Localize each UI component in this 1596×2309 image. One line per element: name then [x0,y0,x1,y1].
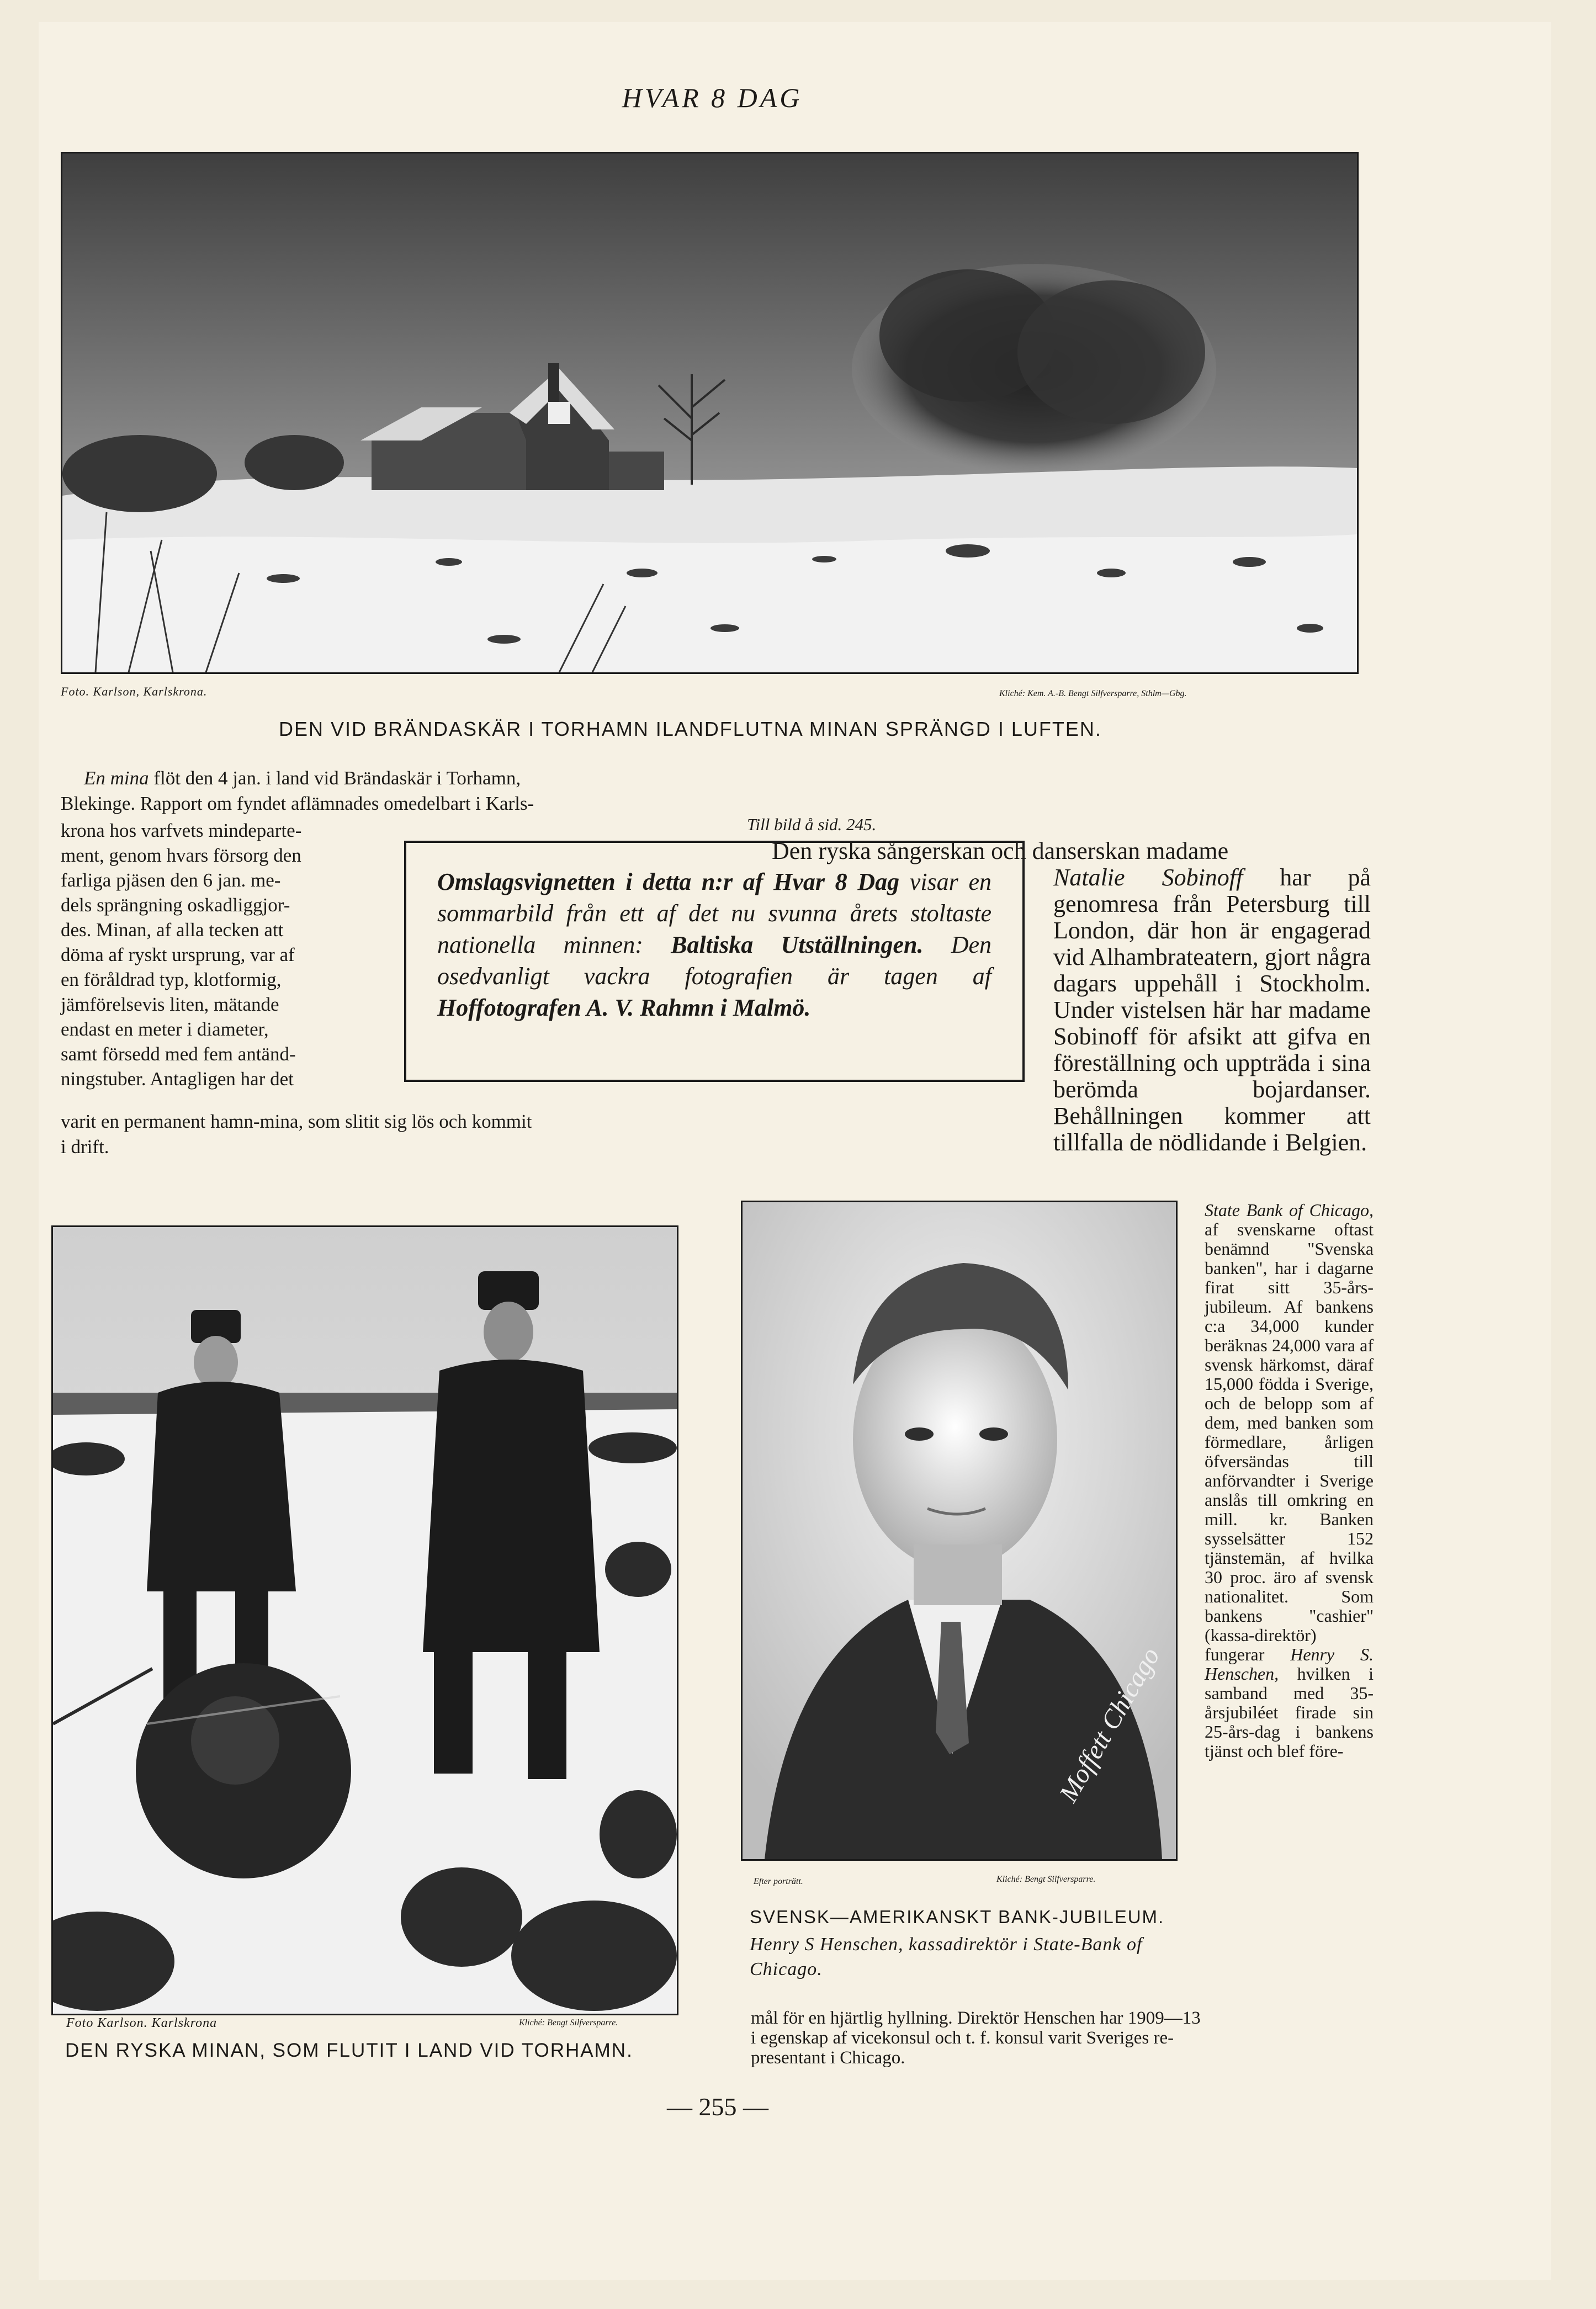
photo-russian-mine-men [51,1225,678,2015]
top-photo-credit-left: Foto. Karlson, Karlskrona. [61,684,208,698]
sobinoff-body-wrap [772,864,1371,1156]
mine-article-last-line-2: i drift. [61,1136,109,1158]
explosion-scene-illustration [62,153,1357,672]
mine-line: ningstuber. Antagligen har det [61,1068,294,1090]
photographer-signature: Moffett Chicago [1053,1642,1166,1807]
mine-line: ment, genom hvars försorg den [61,845,301,866]
top-photo-credit-right: Kliché: Kem. A.-B. Bengt Silfversparre, Sthlm—Gbg. [999,689,1187,698]
portrait-henschen [741,1201,1178,1861]
portrait-credit-left: Efter porträtt. [754,1877,803,1886]
cover-note-title: Omslagsvignetten i detta n:r af Hvar 8 Dag [437,868,900,895]
mine-line: dels sprängning oskadliggjor- [61,894,290,916]
mine-article-line-1-text: flöt den 4 jan. i land vid Brändaskär i Torhamn, [153,767,521,789]
mine-article-line-1 [84,766,691,790]
page-number: — 255 — [667,2093,768,2121]
mine-article-line-2: Blekinge. Rapport om fyndet aflämnades omedelbart i Karls- [61,793,534,814]
mine-line: farliga pjäsen den 6 jan. me- [61,869,281,891]
mine-line: jämförelsevis liten, mätande [61,994,279,1015]
bank-article-tail-2: i egenskap af vicekonsul och t. f. konsul varit Sveriges re- [751,2028,1174,2048]
top-photo-caption: DEN VID BRÄNDASKÄR I TORHAMN ILANDFLUTNA MINAN SPRÄNGD I LUFTEN. [279,718,1102,740]
mine-line: samt försedd med fem antänd- [61,1043,296,1065]
bank-article-lead: State Bank of Chicago, [1205,1200,1374,1220]
bank-article-text-2: hvilken i samband med 35-årsjubiléet firade sin 25-års-dag i bankens tjänst och blef före- [1205,1664,1374,1761]
mine-article-narrow-column [61,818,381,1091]
photo-mine-explosion [61,152,1359,674]
bank-article-column [1205,1201,1374,1761]
mine-photo-credit-right: Kliché: Bengt Silfversparre. [519,2018,618,2027]
mine-line: endast en meter i diameter, [61,1018,269,1040]
bank-article-tail-3: presentant i Chicago. [751,2048,905,2068]
sobinoff-page-ref: Till bild å sid. 245. [747,815,877,834]
portrait-illustration [743,1202,1176,1859]
portrait-credit-right: Kliché: Bengt Silfversparre. [996,1875,1096,1884]
sobinoff-intro: Den ryska sångerskan och danserskan madame [772,837,1229,864]
mine-line: en föråldrad typ, klotformig, [61,969,282,990]
portrait-caption-caps: SVENSK—AMERIKANSKT BANK-JUBILEUM. [750,1907,1165,1927]
portrait-caption-italic: Henry S Henschen, kassadirektör i State-Bank of Chicago. [750,1934,1143,1979]
cover-note-exhibition: Baltiska Utställningen. [671,931,924,958]
cover-note-photographer: Hoffotografen A. V. Rahmn i Malmö. [437,994,811,1021]
cover-note-text-2: Den osedvanligt vackra fotografien är tagen af [437,931,992,990]
mine-line: des. Minan, af alla tecken att [61,919,284,941]
bank-article-name: Henry S. Henschen, [1205,1644,1374,1684]
bank-article-text-1: af svenskarne oftast benämnd "Svenska banken", har i dagarne firat sitt 35-års-jubileum. Af bankens c:a 34,000 kunder beräknas 24,000 vara af svensk härkomst, däraf 15,000 födda i Sverige, och de belopp som af dem, med banken som förmedlare, årligen öfversändas till anförvandter i Sverige anslås till omkring en mill. kr. Banken sysselsätter 152 tjänstemän, af hvilka 30 proc. äro af svensk nationalitet. Som bankens "cashier" (kassa-direktör) fungerar [1205,1219,1374,1664]
masthead: HVAR 8 DAG [622,82,803,113]
mine-photo-caption: DEN RYSKA MINAN, SOM FLUTIT I LAND VID TORHAMN. [65,2040,633,2061]
mine-with-men-illustration [53,1227,677,2014]
sobinoff-name: Natalie Sobinoff [1053,864,1243,891]
bank-article-tail-1: mål för en hjärtlig hyllning. Direktör Henschen har 1909—13 [751,2008,1201,2028]
mine-article-last-line-1: varit en permanent hamn-mina, som slitit sig lös och kommit [61,1111,532,1132]
mine-line: döma af ryskt ursprung, var af [61,944,295,965]
mine-article-lead: En mina [84,767,149,789]
mine-photo-credit-left: Foto Karlson. Karlskrona [66,2016,218,2030]
sobinoff-body: har på genomresa från Petersburg till London, där hon är engagerad vid Alhambrateatern, gjort några dagars uppehåll i Stockholm. Under vistelsen här har madame Sobinoff för afsikt att gifva en föreställning och uppträda i sina berömda bojardanser. Behållningen kommer att tillfalla de nödlidande i Belgien. [1053,864,1371,1156]
mine-line: krona hos varfvets mindeparte- [61,820,302,841]
sobinoff-article [747,811,1371,1156]
cover-note-text-1: visar en sommarbild från ett af det nu svunna årets stoltaste nationella minnen: [437,868,991,958]
